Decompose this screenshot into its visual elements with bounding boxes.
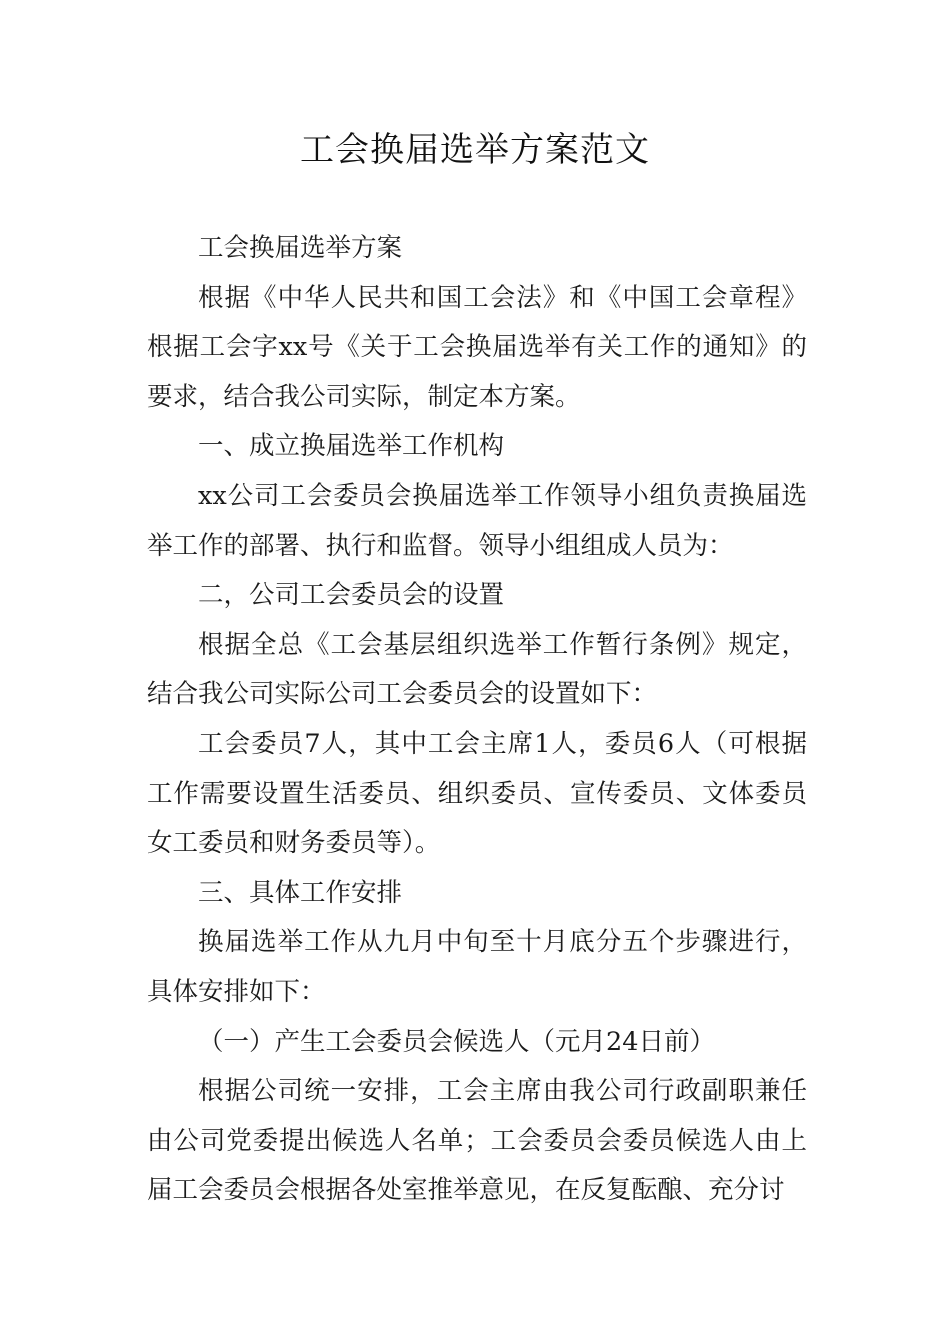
paragraph-regulation: 根据全总《工会基层组织选举工作暂行条例》规定，结合我公司实际公司工会委员会的设置如下： [147,629,807,710]
paragraph-committee-members: 工会委员7人，其中工会主席1人，委员6人（可根据工作需要设置生活委员、组织委员、宣传委员、文体委员女工委员和财务委员等）。 [147,728,807,859]
section-heading-1: 一、成立换届选举工作机构 [198,431,505,462]
paragraph-candidates: 根据公司统一安排，工会主席由我公司行政副职兼任由公司党委提出候选人名单；工会委员会委员候选人由上届工会委员会根据各处室推举意见，在反复酝酿、充分讨 [147,1076,807,1206]
document-title: 工会换届选举方案范文 [300,130,650,170]
document-body [147,224,807,1216]
section-heading-2: 二，公司工会委员会的设置 [198,580,505,611]
subsection-heading-1: （一）产生工会委员会候选人（元月24日前） [198,1026,715,1057]
paragraph-schedule: 换届选举工作从九月中旬至十月底分五个步骤进行，具体安排如下： [147,927,807,1007]
paragraph-subtitle: 工会换届选举方案 [198,233,403,263]
paragraph-basis: 根据《中华人民共和国工会法》和《中国工会章程》根据工会字xx号《关于工会换届选举有关工作的通知》的要求，结合我公司实际，制定本方案。 [147,282,807,412]
section-heading-3: 三、具体工作安排 [198,877,403,908]
paragraph-leadership-group: xx公司工会委员会换届选举工作领导小组负责换届选举工作的部署、执行和监督。领导小组组成人员为： [147,480,807,561]
